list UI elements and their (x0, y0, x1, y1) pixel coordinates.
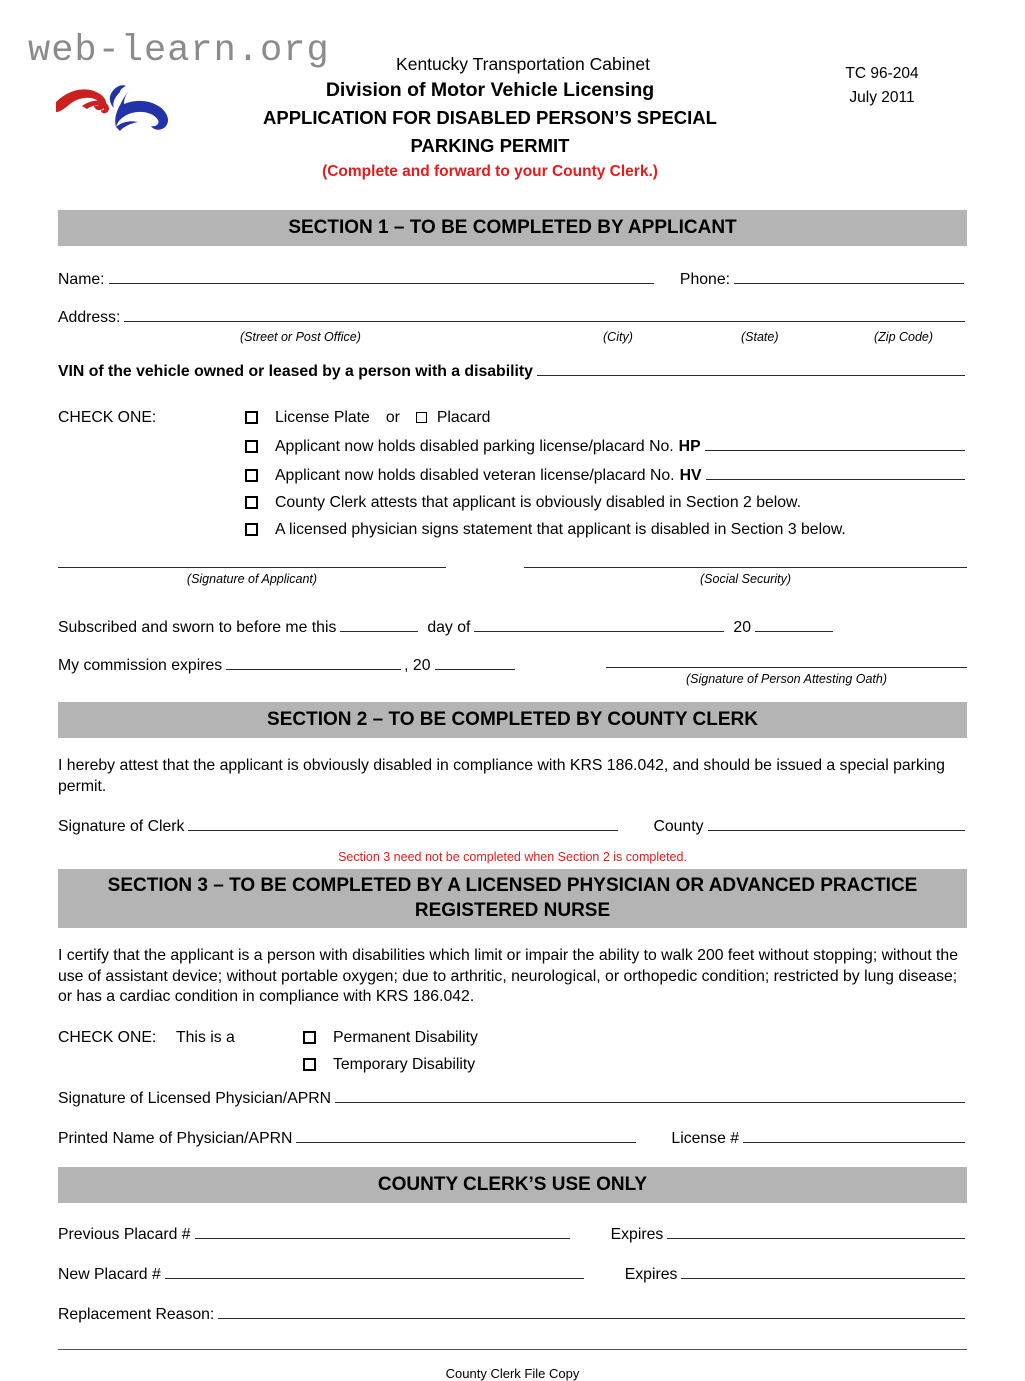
sworn-dayof-label: day of (427, 619, 471, 636)
address-city-caption: (City) (603, 330, 633, 344)
hp-checkbox[interactable] (245, 437, 275, 457)
social-security-input[interactable] (524, 566, 967, 568)
commission-20-label: , 20 (404, 657, 431, 674)
attesting-oath-caption: (Signature of Person Attesting Oath) (685, 672, 888, 686)
option-row-hv (245, 464, 967, 486)
address-sublabels (58, 328, 967, 348)
form-title-line2: PARKING PERMIT (410, 135, 570, 156)
agency-name: Kentucky Transportation Cabinet (396, 54, 650, 74)
county-label: County (653, 818, 704, 835)
temporary-disability-checkbox[interactable] (303, 1055, 333, 1075)
hp-code: HP (678, 438, 701, 455)
section3-bar-line2: REGISTERED NURSE (414, 900, 611, 921)
form-title-line1: APPLICATION FOR DISABLED PERSON’S SPECIAL (263, 107, 717, 128)
placard-label: Placard (436, 409, 491, 426)
signature-of-applicant-input[interactable] (58, 566, 446, 568)
form-instruction: (Complete and forward to your County Clerk.) (322, 163, 658, 180)
physician-signs-label: A licensed physician signs statement that applicant is disabled in Section 3 below. (275, 521, 846, 538)
phone-input[interactable] (734, 268, 964, 284)
option-row-plate-placard (245, 408, 967, 428)
address-zip-caption: (Zip Code) (874, 330, 934, 344)
clerk-use-header-bar: COUNTY CLERK’S USE ONLY (58, 1167, 967, 1203)
license-plate-label: License Plate (275, 409, 370, 426)
signature-of-physician-label: Signature of Licensed Physician/APRN (58, 1089, 332, 1107)
option-row-hp (245, 435, 967, 457)
this-is-a-label: This is a (176, 1028, 235, 1046)
section3-bar-line1: SECTION 3 – TO BE COMPLETED BY A LICENSED PHYSICIAN OR ADVANCED PRACTICE (107, 875, 918, 896)
vin-input[interactable] (537, 360, 965, 376)
social-security-caption: (Social Security) (700, 572, 791, 586)
option-row-physician-signs (245, 520, 967, 540)
hv-number-input[interactable] (706, 464, 965, 480)
physician-signature-row (58, 1087, 967, 1109)
section3-check-one-label: CHECK ONE: (58, 1028, 157, 1046)
new-expires-label: Expires (624, 1265, 678, 1283)
attesting-oath-input[interactable] (606, 666, 967, 668)
hv-code: HV (679, 467, 702, 484)
clerk-attests-label: County Clerk attests that applicant is obviously disabled in Section 2 below. (275, 494, 801, 511)
permanent-disability-label: Permanent Disability (333, 1028, 478, 1046)
section1-header-bar: SECTION 1 – TO BE COMPLETED BY APPLICANT (58, 210, 967, 246)
name-phone-row (58, 268, 967, 290)
name-label: Name: (58, 271, 105, 288)
signature-of-applicant-caption: (Signature of Applicant) (186, 572, 318, 586)
address-state-caption: (State) (741, 330, 779, 344)
commission-prefix-label: My commission expires (58, 657, 223, 674)
clerk-signature-row (58, 815, 967, 837)
previous-expires-input[interactable] (667, 1223, 965, 1239)
sworn-day-input[interactable] (340, 616, 418, 632)
signature-ssn-block (58, 566, 967, 602)
form-date: July 2011 (849, 89, 915, 106)
vin-row (58, 360, 967, 382)
hv-label: Applicant now holds disabled veteran license/placard No. (275, 467, 675, 484)
signature-of-physician-input[interactable] (335, 1087, 965, 1103)
signature-of-clerk-input[interactable] (188, 815, 618, 831)
permanent-disability-checkbox[interactable] (303, 1028, 333, 1048)
previous-placard-row (58, 1223, 967, 1245)
commission-block (58, 654, 967, 694)
commission-year-input[interactable] (435, 654, 515, 670)
phone-label: Phone: (679, 271, 730, 288)
division-name: Division of Motor Vehicle Licensing (325, 79, 655, 101)
replacement-reason-input[interactable] (218, 1303, 965, 1319)
section3-header-bar (58, 869, 967, 928)
license-number-input[interactable] (743, 1127, 965, 1143)
signature-of-clerk-label: Signature of Clerk (58, 818, 185, 835)
new-placard-label: New Placard # (58, 1265, 161, 1283)
county-input[interactable] (708, 815, 966, 831)
hp-number-input[interactable] (705, 435, 965, 451)
vin-label: VIN of the vehicle owned or leased by a person with a disability (58, 363, 533, 380)
section2-attest-paragraph: I hereby attest that the applicant is obviously disabled in compliance with KRS 186.042, and should be issued a special parking permit. (58, 757, 945, 795)
previous-expires-label: Expires (610, 1225, 664, 1243)
sworn-month-input[interactable] (474, 616, 724, 632)
check-one-block (58, 408, 967, 540)
placard-checkbox[interactable] (416, 408, 427, 428)
license-number-label: License # (671, 1129, 740, 1147)
section3-certify-paragraph: I certify that the applicant is a person with disabilities which limit or impair the ability to walk 200 feet without stopping; without the use of assistant device; without portable oxygen; due to arthritic, neurological, or orthopedic condition; restricted by lung disease; or has a cardiac condition in compliance with KRS 186.042. (58, 947, 958, 1005)
hv-checkbox[interactable] (245, 466, 275, 486)
previous-placard-input[interactable] (195, 1223, 570, 1239)
printed-name-label: Printed Name of Physician/APRN (58, 1129, 293, 1147)
commission-date-input[interactable] (226, 654, 401, 670)
web-learn-watermark: web-learn.org (28, 30, 330, 72)
footer-text: County Clerk File Copy (445, 1365, 580, 1381)
form-number: TC 96-204 (845, 65, 919, 82)
temporary-disability-label: Temporary Disability (333, 1055, 476, 1073)
option-row-clerk-attests (245, 493, 967, 513)
new-placard-row (58, 1263, 967, 1285)
option-row-permanent (303, 1028, 967, 1048)
address-street-caption: (Street or Post Office) (240, 330, 361, 344)
hp-label: Applicant now holds disabled parking license/placard No. (275, 438, 674, 455)
sworn-row (58, 616, 967, 638)
new-expires-input[interactable] (681, 1263, 965, 1279)
new-placard-input[interactable] (165, 1263, 584, 1279)
name-input[interactable] (109, 268, 654, 284)
address-input[interactable] (124, 306, 965, 322)
previous-placard-label: Previous Placard # (58, 1225, 191, 1243)
clerk-attests-checkbox[interactable] (245, 493, 275, 513)
form-body (58, 210, 967, 1381)
section3-check-one-block (58, 1028, 967, 1075)
physician-signs-checkbox[interactable] (245, 520, 275, 540)
sworn-20-label: 20 (733, 619, 751, 636)
replacement-reason-label: Replacement Reason: (58, 1305, 215, 1323)
option-row-temporary (303, 1055, 967, 1075)
sworn-prefix-label: Subscribed and sworn to before me this (58, 619, 337, 636)
address-label: Address: (58, 309, 121, 326)
document-header (0, 52, 1025, 202)
replacement-reason-row (58, 1303, 967, 1325)
check-one-label: CHECK ONE: (58, 409, 157, 426)
license-plate-checkbox[interactable] (245, 408, 275, 428)
printed-name-row (58, 1127, 967, 1149)
section3-not-needed-note: Section 3 need not be completed when Section 2 is completed. (338, 850, 687, 864)
or-label: or (385, 409, 400, 426)
section2-header-bar: SECTION 2 – TO BE COMPLETED BY COUNTY CLERK (58, 702, 967, 738)
printed-name-input[interactable] (296, 1127, 636, 1143)
sworn-year-input[interactable] (755, 616, 833, 632)
form-meta (797, 62, 967, 110)
address-row (58, 306, 967, 328)
